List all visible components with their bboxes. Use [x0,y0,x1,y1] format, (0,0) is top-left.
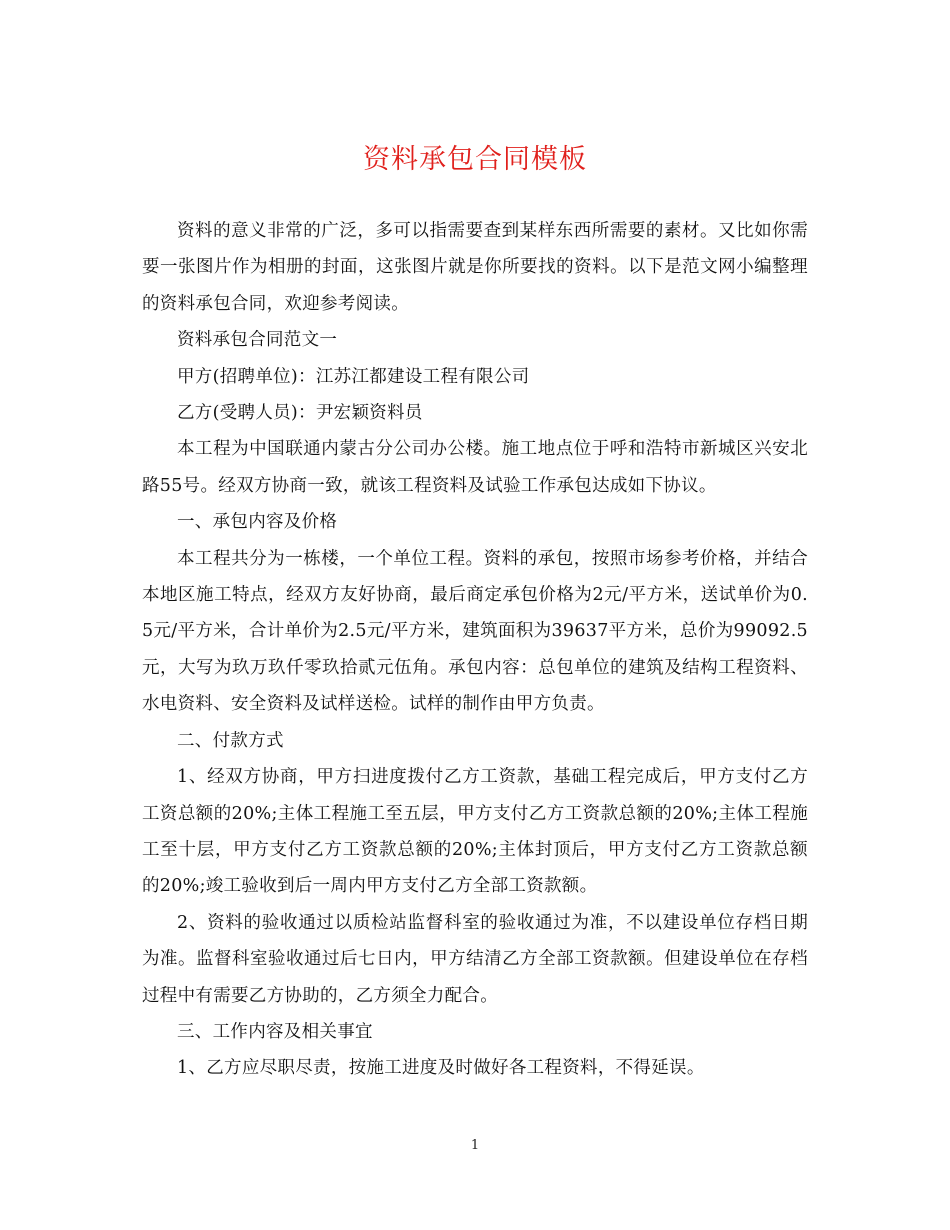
payment-clause-1: 1、经双方协商，甲方扫进度拨付乙方工资款，基础工程完成后，甲方支付乙方工资总额的20%;主体工程施工至五层，甲方支付乙方工资款总额的20%;主体工程施工至十层，甲方支付乙方工资款总额的20%;主体封顶后，甲方支付乙方工资款总额的20%;竣工验收到后一周内甲方支付乙方全部工资款额。 [142,767,808,897]
party-a-line: 甲方(招聘单位)：江苏江都建设工程有限公司 [177,366,530,387]
section-heading-work-content: 三、工作内容及相关事宜 [177,1021,373,1042]
page-number: 1 [470,1138,480,1153]
section-heading-payment: 二、付款方式 [177,730,284,751]
section-heading-sample-one: 资料承包合同范文一 [177,330,338,351]
document-body [142,213,808,1087]
section-heading-content-price: 一、承包内容及价格 [177,512,338,533]
payment-clause-2: 2、资料的验收通过以质检站监督科室的验收通过为准，不以建设单位存档日期为准。监督科室验收通过后七日内，甲方结清乙方全部工资款额。但建设单位在存档过程中有需要乙方协助的，乙方须全力配合。 [142,912,808,1006]
party-b-line: 乙方(受聘人员)：尹宏颖资料员 [177,403,423,424]
intro-paragraph: 资料的意义非常的广泛，多可以指需要查到某样东西所需要的素材。又比如你需要一张图片作为相册的封面，这张图片就是你所要找的资料。以下是范文网小编整理的资料承包合同，欢迎参考阅读。 [142,221,808,314]
project-description-paragraph: 本工程为中国联通内蒙古分公司办公楼。施工地点位于呼和浩特市新城区兴安北路55号。经双方协商一致，就该工程资料及试验工作承包达成如下协议。 [142,439,808,496]
content-price-paragraph: 本工程共分为一栋楼，一个单位工程。资料的承包，按照市场参考价格，并结合本地区施工特点，经双方友好协商，最后商定承包价格为2元/平方米，送试单价为0.5元/平方米，合计单价为2.5元/平方米，建筑面积为39637平方米，总价为99092.5元，大写为玖万玖仟零玖拾贰元伍角。承包内容：总包单位的建筑及结构工程资料、水电资料、安全资料及试样送检。试样的制作由甲方负责。 [142,548,808,715]
document-title: 资料承包合同模板 [363,144,587,175]
work-clause-1: 1、乙方应尽职尽责，按施工进度及时做好各工程资料，不得延误。 [177,1058,705,1079]
